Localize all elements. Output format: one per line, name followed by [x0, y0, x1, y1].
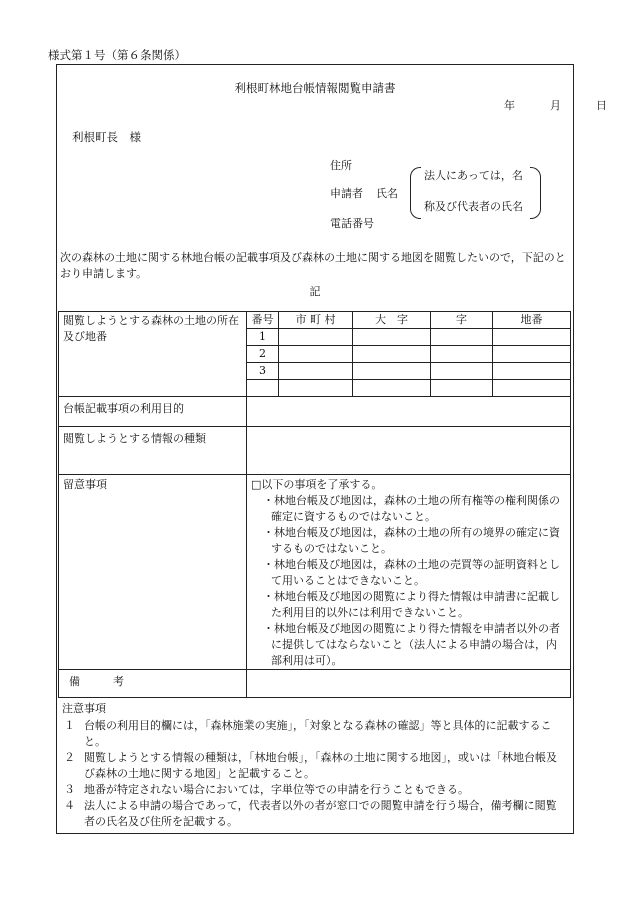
row-number	[247, 380, 279, 397]
location-label: 閲覧しようとする森林の土地の所在及び地番	[59, 312, 247, 397]
form-number: 様式第１号（第６条関係）	[48, 48, 186, 62]
col-municipality: 市 町 村	[279, 312, 353, 329]
bracket-line-2: 称及び代表者の氏名	[424, 200, 523, 213]
day-label: 日	[596, 99, 607, 112]
oaza-cell[interactable]	[353, 380, 431, 397]
date-line	[504, 100, 607, 111]
oaza-cell[interactable]	[353, 346, 431, 363]
caution-item	[62, 718, 562, 750]
row-number: 2	[247, 346, 279, 363]
info-type-field[interactable]	[247, 427, 571, 475]
notes-label: 留意事項	[59, 475, 247, 670]
col-oaza: 大 字	[353, 312, 431, 329]
notes-content	[247, 475, 571, 670]
caution-number: １	[64, 719, 75, 732]
col-number: 番号	[247, 312, 279, 329]
municipality-cell[interactable]	[279, 380, 353, 397]
note-item: ・林地台帳及び地図は，森林の土地の所有の境界の確定に資するものではないこと。	[263, 526, 560, 555]
caution-number: ２	[64, 751, 75, 764]
aza-cell[interactable]	[431, 363, 493, 380]
municipality-cell[interactable]	[279, 363, 353, 380]
aza-cell[interactable]	[431, 329, 493, 346]
caution-text: 閲覧しようとする情報の種類は，「林地台帳」，「森林の土地に関する地図」，或いは「林地台帳及び森林の土地に関する地図」と記載すること。	[84, 751, 557, 780]
name-label: 氏名	[376, 187, 398, 200]
address-label: 住所	[330, 159, 352, 172]
acknowledge-checkbox[interactable]: □以下の事項を了承する。	[251, 478, 383, 491]
remarks-label: 備 考	[59, 670, 247, 698]
caution-text: 台帳の利用目的欄には，「森林施業の実施」，「対象となる森林の確認」等と具体的に記載すること。	[84, 719, 552, 748]
note-item: ・林地台帳及び地図の閲覧により得た情報を申請者以外の者に提供してはならないこと（法人による申請の場合は，内部利用は可）。	[263, 622, 560, 667]
note-item: ・林地台帳及び地図は，森林の土地の所有権等の権利関係の確定に資するものではないこと。	[263, 494, 560, 523]
note-item: ・林地台帳及び地図の閲覧により得た情報は申請書に記載した利用目的以外には利用できないこと。	[263, 590, 560, 619]
bracket-left	[410, 167, 421, 219]
col-lot-number: 地番	[493, 312, 571, 329]
row-number: 3	[247, 363, 279, 380]
aza-cell[interactable]	[431, 346, 493, 363]
caution-item	[62, 782, 562, 798]
lot-number-cell[interactable]	[493, 346, 571, 363]
aza-cell[interactable]	[431, 380, 493, 397]
row-number: 1	[247, 329, 279, 346]
lot-number-cell[interactable]	[493, 329, 571, 346]
municipality-cell[interactable]	[279, 329, 353, 346]
addressee: 利根町長 様	[72, 130, 141, 144]
month-label: 月	[550, 99, 561, 112]
applicant-role-label: 申請者	[330, 187, 363, 200]
lot-number-cell[interactable]	[493, 380, 571, 397]
caution-text: 地番が特定されない場合においては，字単位等での申請を行うこともできる。	[84, 783, 469, 796]
caution-item	[62, 750, 562, 782]
year-label: 年	[504, 99, 515, 112]
oaza-cell[interactable]	[353, 329, 431, 346]
bracket-line-1: 法人にあっては，名	[424, 169, 523, 182]
municipality-cell[interactable]	[279, 346, 353, 363]
application-table	[58, 311, 571, 698]
note-item: ・林地台帳及び地図は，森林の土地の売買等の証明資料として用いることはできないこと。	[263, 558, 560, 587]
bracket-right	[530, 167, 541, 219]
notes-list	[251, 493, 564, 669]
form-title: 利根町林地台帳情報閲覧申請書	[234, 81, 396, 95]
caution-number: ３	[64, 783, 75, 796]
caution-item	[62, 798, 562, 830]
caution-number: ４	[64, 799, 75, 812]
col-aza: 字	[431, 312, 493, 329]
remarks-field[interactable]	[247, 670, 571, 698]
purpose-label: 台帳記載事項の利用目的	[59, 397, 247, 427]
ki-heading: 記	[309, 285, 321, 298]
purpose-field[interactable]	[247, 397, 571, 427]
caution-heading: 注意事項	[62, 702, 106, 715]
oaza-cell[interactable]	[353, 363, 431, 380]
lot-number-cell[interactable]	[493, 363, 571, 380]
phone-label: 電話番号	[330, 217, 374, 230]
intro-text: 次の森林の土地に関する林地台帳の記載事項及び森林の土地に関する地図を閲覧したいので，下記のとおり申請します。	[60, 251, 566, 280]
caution-text: 法人による申請の場合であって，代表者以外の者が窓口での閲覧申請を行う場合，備考欄に閲覧者の氏名及び住所を記載する。	[84, 799, 557, 828]
info-type-label: 閲覧しようとする情報の種類	[59, 427, 247, 475]
